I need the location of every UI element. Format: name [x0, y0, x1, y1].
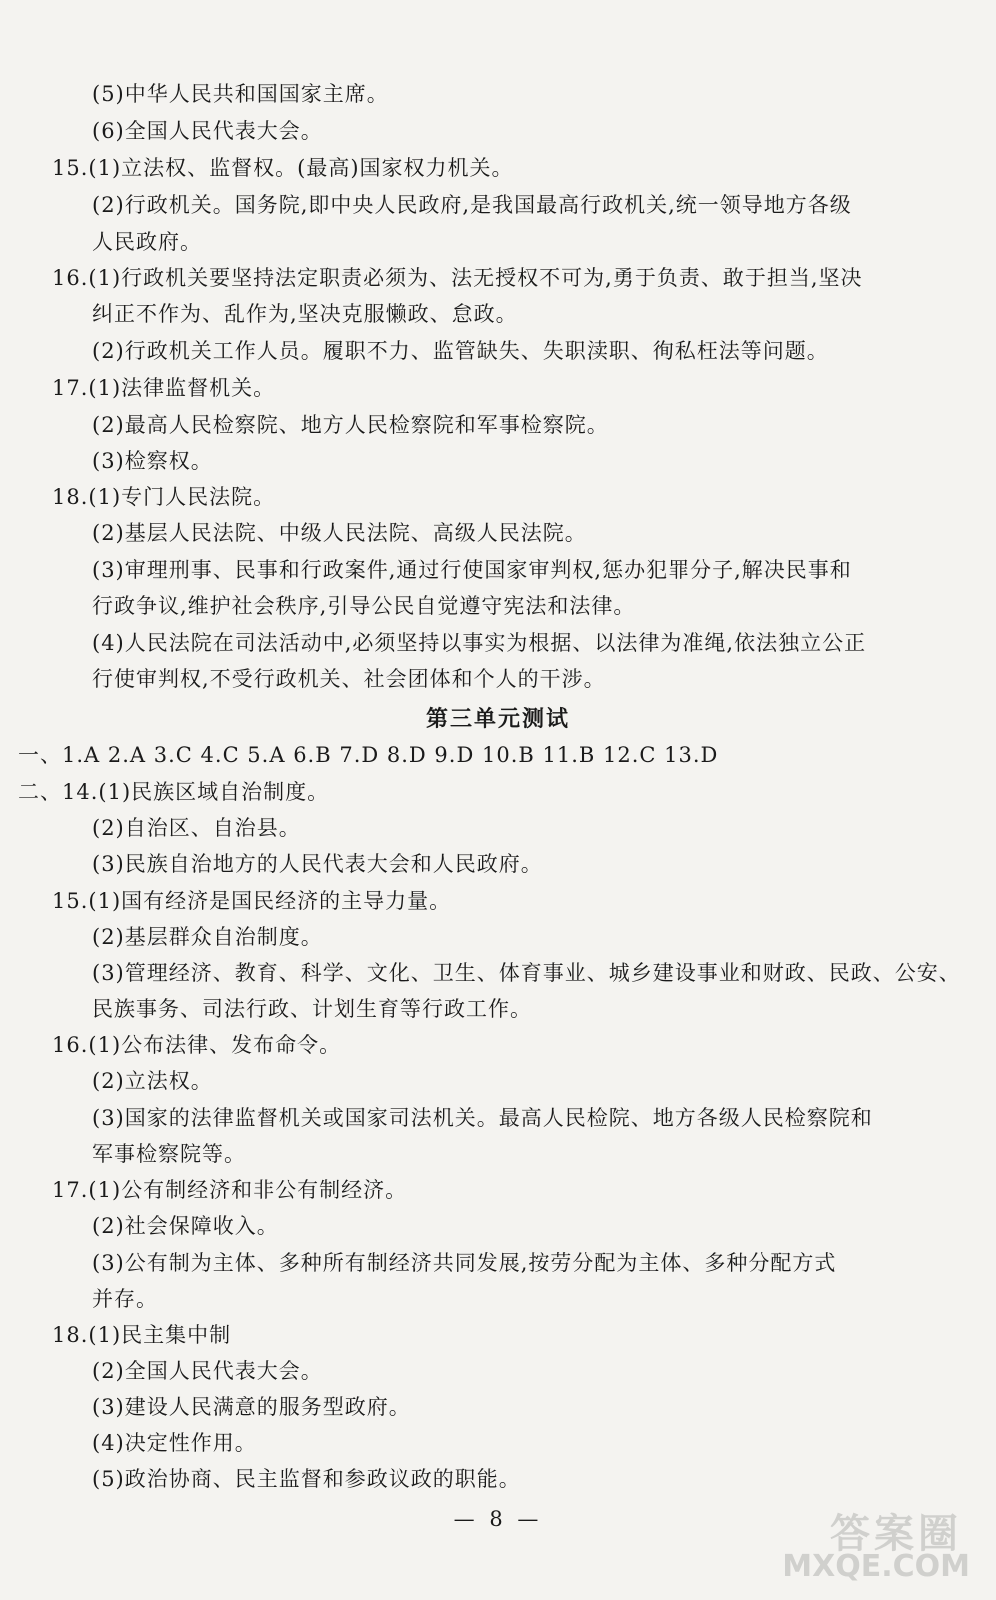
text-line: 17.(1)法律监督机关。	[52, 376, 276, 400]
text-line: (2)行政机关。国务院,即中央人民政府,是我国最高行政机关,统一领导地方各级	[92, 193, 852, 217]
text-line: 军事检察院等。	[92, 1142, 246, 1166]
text-line: (2)全国人民代表大会。	[92, 1359, 323, 1383]
text-line: (3)公有制为主体、多种所有制经济共同发展,按劳分配为主体、多种分配方式	[92, 1251, 837, 1275]
text-line: 纠正不作为、乱作为,坚决克服懒政、怠政。	[92, 302, 518, 326]
text-line: 15.(1)国有经济是国民经济的主导力量。	[52, 889, 452, 913]
text-line: 18.(1)专门人民法院。	[52, 485, 276, 509]
page-number: — 8 —	[453, 1507, 543, 1531]
text-line: (6)全国人民代表大会。	[92, 119, 323, 143]
text-line: (2)基层人民法院、中级人民法院、高级人民法院。	[92, 521, 587, 545]
text-line: 16.(1)行政机关要坚持法定职责必须为、法无授权不可为,勇于负责、敢于担当,坚决	[52, 266, 863, 290]
text-line: (3)管理经济、教育、科学、文化、卫生、体育事业、城乡建设事业和财政、民政、公安、	[92, 961, 961, 985]
watermark-text: 答案圈	[830, 1510, 962, 1557]
text-line: (3)建设人民满意的服务型政府。	[92, 1395, 411, 1419]
text-line: (2)行政机关工作人员。履职不力、监管缺失、失职渎职、徇私枉法等问题。	[92, 339, 829, 363]
text-line: (4)决定性作用。	[92, 1431, 257, 1455]
text-line: 16.(1)公布法律、发布命令。	[52, 1033, 342, 1057]
text-line: (3)民族自治地方的人民代表大会和人民政府。	[92, 852, 543, 876]
text-line: (4)人民法院在司法活动中,必须坚持以事实为根据、以法律为准绳,依法独立公正	[92, 631, 867, 655]
text-line: 并存。	[92, 1287, 158, 1311]
answer-key-line: 一、1.A 2.A 3.C 4.C 5.A 6.B 7.D 8.D 9.D 10.B 11.B 12.C 13.D	[18, 743, 719, 767]
text-line: (2)最高人民检察院、地方人民检察院和军事检察院。	[92, 413, 609, 437]
text-line: 行政争议,维护社会秩序,引导公民自觉遵守宪法和法律。	[92, 594, 636, 618]
text-line: (2)自治区、自治县。	[92, 816, 301, 840]
text-line: 二、14.(1)民族区域自治制度。	[18, 780, 330, 804]
text-line: (5)政治协商、民主监督和参政议政的职能。	[92, 1467, 521, 1491]
watermark-logo	[782, 1500, 982, 1590]
text-line: 18.(1)民主集中制	[52, 1323, 232, 1347]
text-line: (2)基层群众自治制度。	[92, 925, 323, 949]
text-line: 民族事务、司法行政、计划生育等行政工作。	[92, 997, 532, 1021]
text-line: 行使审判权,不受行政机关、社会团体和个人的干涉。	[92, 667, 606, 691]
text-line: (2)立法权。	[92, 1069, 213, 1093]
text-line: 人民政府。	[92, 230, 202, 254]
text-line: (3)检察权。	[92, 449, 213, 473]
text-line: (3)审理刑事、民事和行政案件,通过行使国家审判权,惩办犯罪分子,解决民事和	[92, 558, 852, 582]
text-line: 17.(1)公有制经济和非公有制经济。	[52, 1178, 408, 1202]
watermark-domain: MXQE.COM	[782, 1549, 970, 1584]
text-line: 15.(1)立法权、监督权。(最高)国家权力机关。	[52, 156, 514, 180]
text-line: (3)国家的法律监督机关或国家司法机关。最高人民检院、地方各级人民检察院和	[92, 1106, 873, 1130]
text-line: (2)社会保障收入。	[92, 1214, 279, 1238]
text-line: (5)中华人民共和国国家主席。	[92, 82, 389, 106]
section-title: 第三单元测试	[425, 706, 570, 732]
